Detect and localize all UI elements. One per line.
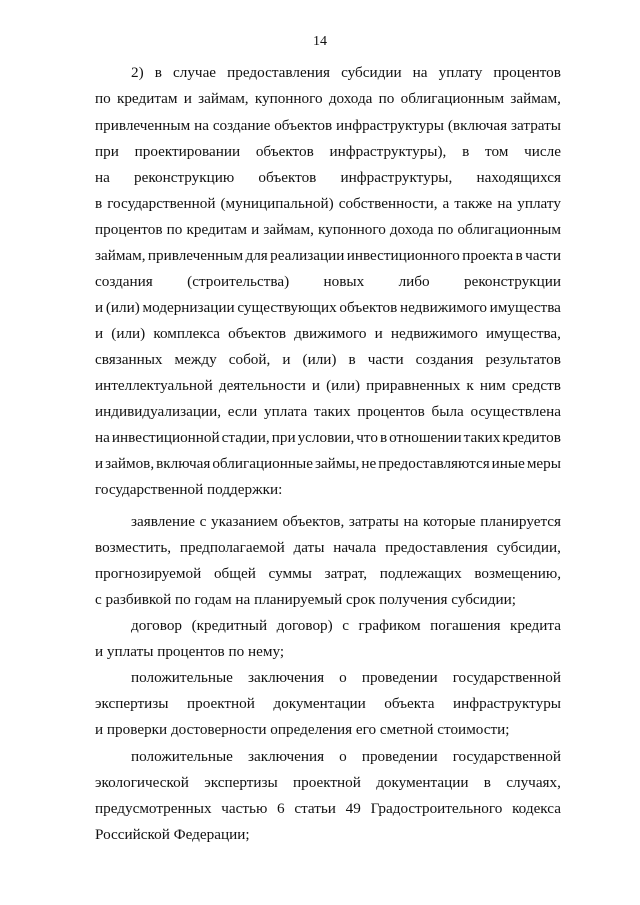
text-line: договор (кредитный договор) с графиком погашения кредита — [131, 617, 561, 634]
text-line: государственной поддержки: — [95, 481, 283, 498]
text-line: по кредитам и займам, купонного дохода по облигационным займам, — [95, 90, 561, 107]
text-line: Российской Федерации; — [95, 826, 250, 843]
text-line: экологической экспертизы проектной документации в случаях, — [95, 774, 561, 791]
text-line: создания (строительства) новых либо реконструкции — [95, 273, 561, 290]
text-line: экспертизы проектной документации объекта инфраструктуры — [95, 695, 561, 712]
text-line: процентов по кредитам и займам, купонного дохода по облигационным — [95, 221, 561, 238]
text-line: и (или) комплекса объектов движимого и недвижимого имущества, — [95, 325, 561, 342]
text-line: связанных между собой, и (или) в части создания результатов — [95, 351, 561, 368]
text-line: займам, привлеченным для реализации инвестиционного проекта в части — [95, 247, 561, 264]
text-line: и займов, включая облигационные займы, не предоставляются иные меры — [95, 455, 561, 472]
text-line: и проверки достоверности определения его сметной стоимости; — [95, 721, 510, 738]
text-line: положительные заключения о проведении государственной — [131, 669, 561, 686]
text-line: привлеченным на создание объектов инфраструктуры (включая затраты — [95, 117, 561, 134]
text-line: положительные заключения о проведении государственной — [131, 748, 561, 765]
text-line: заявление с указанием объектов, затраты на которые планируется — [131, 513, 561, 530]
page-number: 14 — [313, 34, 327, 49]
text-line: и (или) модернизации существующих объектов недвижимого имущества — [95, 299, 561, 316]
text-line: предусмотренных частью 6 статьи 49 Градостроительного кодекса — [95, 800, 561, 817]
text-line: при проектировании объектов инфраструктуры), в том числе — [95, 143, 561, 160]
text-line: интеллектуальной деятельности и (или) приравненных к ним средств — [95, 377, 561, 394]
text-line: на реконструкцию объектов инфраструктуры, находящихся — [95, 169, 561, 186]
text-line: и уплаты процентов по нему; — [95, 643, 285, 660]
text-line: в государственной (муниципальной) собственности, а также на уплату — [95, 195, 561, 212]
text-line: 2) в случае предоставления субсидии на уплату процентов — [131, 64, 561, 81]
text-line: с разбивкой по годам на планируемый срок получения субсидии; — [95, 591, 517, 608]
text-line: прогнозируемой общей суммы затрат, подлежащих возмещению, — [95, 565, 561, 582]
text-line: индивидуализации, если уплата таких процентов была осуществлена — [95, 403, 561, 420]
text-line: на инвестиционной стадии, при условии, что в отношении таких кредитов — [95, 429, 561, 446]
text-line: возместить, предполагаемой даты начала предоставления субсидии, — [95, 539, 561, 556]
